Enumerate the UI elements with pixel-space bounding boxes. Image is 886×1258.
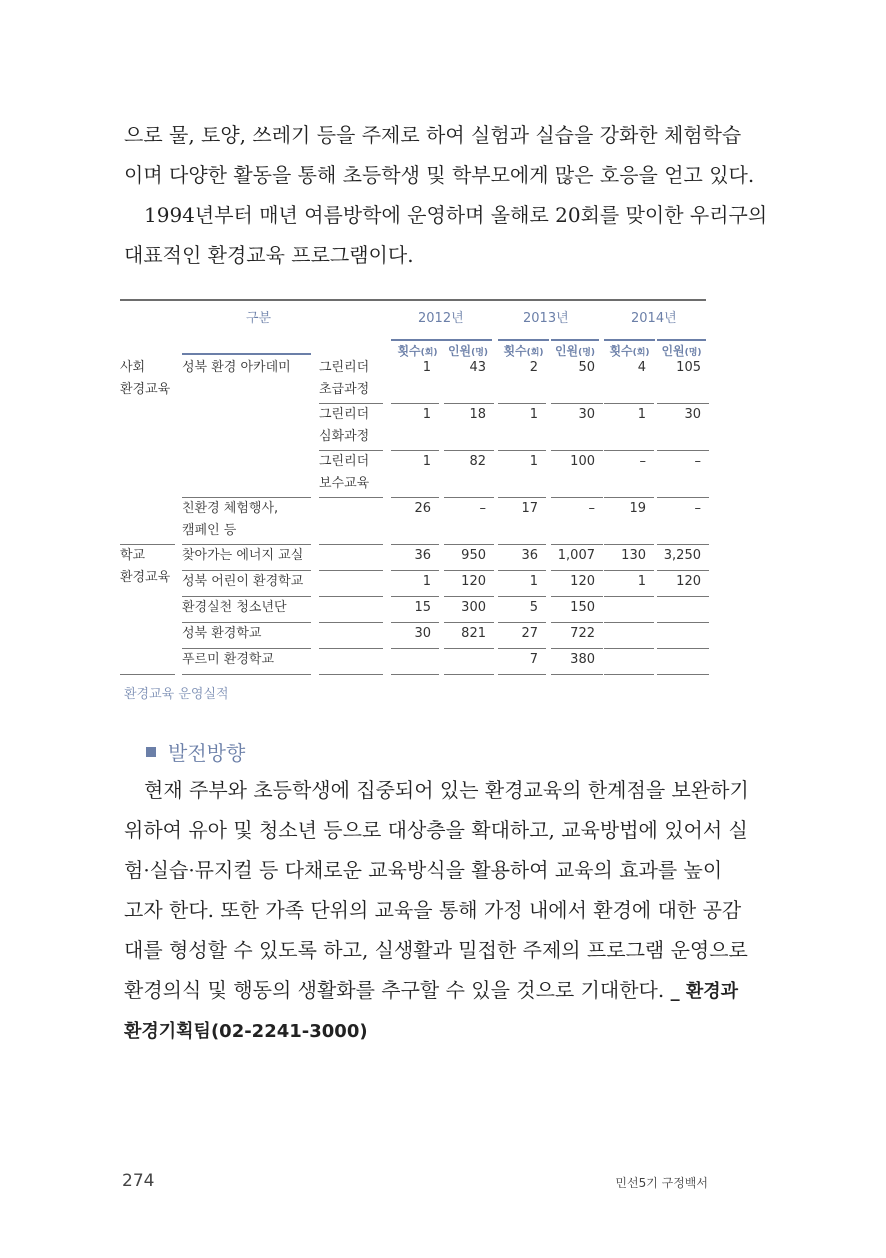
table-row [120, 597, 706, 623]
header-year-2013: 2013년 [523, 311, 569, 326]
value-cell: 1 [529, 574, 538, 589]
intro-paragraph [124, 115, 768, 275]
subheader-people: 인원(명) [444, 339, 492, 361]
subheader-people: 인원(명) [551, 339, 599, 361]
value-cell: 1,007 [557, 548, 595, 563]
subprogram-cell: 그린리더 [319, 454, 370, 469]
subprogram-cell: 보수교육 [319, 476, 370, 491]
value-cell: 1 [422, 360, 431, 375]
subheader-count: 횟수(회) [604, 339, 655, 361]
row-rule [498, 674, 546, 675]
program-cell: 찾아가는 에너지 교실 [182, 548, 304, 563]
header-gubun: 구분 [246, 311, 272, 326]
table-row [120, 649, 706, 675]
book-title: 민선5기 구정백서 [615, 1176, 708, 1190]
table-row [120, 404, 706, 451]
table-row [120, 623, 706, 649]
table-row [120, 498, 706, 545]
value-cell: 821 [461, 626, 486, 641]
value-cell: 120 [570, 574, 595, 589]
section-line: 현재 주부와 초등학생에 집중되어 있는 환경교육의 한계점을 보완하기 [144, 778, 749, 802]
value-cell: 1 [637, 574, 646, 589]
value-cell: 30 [684, 407, 701, 422]
value-cell: – [479, 501, 486, 516]
value-cell: 1 [529, 407, 538, 422]
subprogram-cell: 그린리더 [319, 407, 370, 422]
value-cell: 17 [521, 501, 538, 516]
value-cell: 36 [414, 548, 431, 563]
intro-line: 1994년부터 매년 여름방학에 운영하며 올해로 20회를 맞이한 우리구의 [144, 203, 768, 227]
row-rule [444, 674, 494, 675]
table-subheader-row [120, 339, 706, 359]
value-cell: 380 [570, 652, 595, 667]
value-cell: 3,250 [663, 548, 701, 563]
subheader-count: 횟수(회) [391, 339, 444, 361]
subprogram-cell: 심화과정 [319, 429, 370, 444]
value-cell: 5 [529, 600, 538, 615]
value-cell: 26 [414, 501, 431, 516]
section-title [146, 737, 245, 766]
page-number: 274 [122, 1171, 155, 1191]
value-cell: 950 [461, 548, 486, 563]
value-cell: 4 [637, 360, 646, 375]
program-cell: 환경실천 청소년단 [182, 600, 287, 615]
value-cell: 50 [578, 360, 595, 375]
value-cell: 19 [629, 501, 646, 516]
row-rule [657, 674, 709, 675]
category-cell: 환경교육 [120, 382, 171, 397]
value-cell: 30 [578, 407, 595, 422]
category-cell: 환경교육 [120, 570, 171, 585]
value-cell: 130 [621, 548, 646, 563]
intro-line: 대표적인 환경교육 프로그램이다. [124, 243, 414, 267]
program-cell: 푸르미 환경학교 [182, 652, 275, 667]
value-cell: 1 [637, 407, 646, 422]
table-row [120, 571, 706, 597]
program-cell: 성북 환경학교 [182, 626, 262, 641]
department-inline: _ 환경과 [670, 981, 739, 1002]
row-rule [120, 674, 175, 675]
value-cell: 100 [570, 454, 595, 469]
value-cell: 36 [521, 548, 538, 563]
program-cell: 성북 환경 아카데미 [182, 360, 291, 375]
subheader-people: 인원(명) [657, 339, 706, 361]
program-cell: 친환경 체험행사, [182, 501, 279, 516]
section-line: 환경의식 및 행동의 생활화를 추구할 수 있을 것으로 기대한다. _ 환경과 [124, 978, 739, 1002]
value-cell: – [694, 501, 701, 516]
row-rule [604, 674, 654, 675]
header-gubun-rule [182, 353, 311, 355]
value-cell: 2 [529, 360, 538, 375]
value-cell: 30 [414, 626, 431, 641]
table-caption: 환경교육 운영실적 [124, 687, 229, 702]
value-cell: 15 [414, 600, 431, 615]
subprogram-cell: 초급과정 [319, 382, 370, 397]
category-cell: 사회 [120, 360, 146, 375]
performance-table [120, 299, 706, 667]
table-header-row [120, 301, 706, 339]
section-title-text: 발전방향 [168, 741, 246, 765]
subprogram-cell: 그린리더 [319, 360, 370, 375]
value-cell: – [694, 454, 701, 469]
value-cell: – [588, 501, 595, 516]
value-cell: 43 [469, 360, 486, 375]
row-rule [391, 674, 439, 675]
header-year-2012: 2012년 [418, 311, 464, 326]
value-cell: 1 [422, 454, 431, 469]
header-year-2014: 2014년 [631, 311, 677, 326]
intro-line: 이며 다양한 활동을 통해 초등학생 및 학부모에게 많은 호응을 얻고 있다. [124, 163, 755, 187]
value-cell: 1 [422, 407, 431, 422]
section-line: 고자 한다. 또한 가족 단위의 교육을 통해 가정 내에서 환경에 대한 공감 [124, 898, 742, 922]
section-line: 대를 형성할 수 있도록 하고, 실생활과 밀접한 주제의 프로그램 운영으로 [124, 938, 748, 962]
section-line: 위하여 유아 및 청소년 등으로 대상층을 확대하고, 교육방법에 있어서 실 [124, 818, 748, 842]
intro-line: 으로 물, 토양, 쓰레기 등을 주제로 하여 실험과 실습을 강화한 체험학습 [124, 123, 742, 147]
value-cell: 1 [422, 574, 431, 589]
value-cell: 27 [521, 626, 538, 641]
value-cell: 300 [461, 600, 486, 615]
program-cell: 캠페인 등 [182, 523, 237, 538]
value-cell: 150 [570, 600, 595, 615]
value-cell: 1 [529, 454, 538, 469]
value-cell: 722 [570, 626, 595, 641]
program-cell: 성북 어린이 환경학교 [182, 574, 304, 589]
value-cell: – [639, 454, 646, 469]
value-cell: 105 [676, 360, 701, 375]
value-cell: 7 [529, 652, 538, 667]
department-contact: 환경기획팀(02-2241-3000) [124, 1021, 368, 1042]
subheader-count: 횟수(회) [498, 339, 549, 361]
row-rule [182, 674, 311, 675]
value-cell: 18 [469, 407, 486, 422]
value-cell: 120 [676, 574, 701, 589]
row-rule [551, 674, 603, 675]
category-cell: 학교 [120, 548, 146, 563]
square-bullet-icon [146, 747, 156, 757]
value-cell: 120 [461, 574, 486, 589]
value-cell: 82 [469, 454, 486, 469]
section-line: 험·실습·뮤지컬 등 다채로운 교육방식을 활용하여 교육의 효과를 높이 [124, 858, 723, 882]
row-rule [319, 674, 383, 675]
section-paragraph [124, 770, 749, 1052]
table-row [120, 451, 706, 498]
table-row [120, 357, 706, 404]
